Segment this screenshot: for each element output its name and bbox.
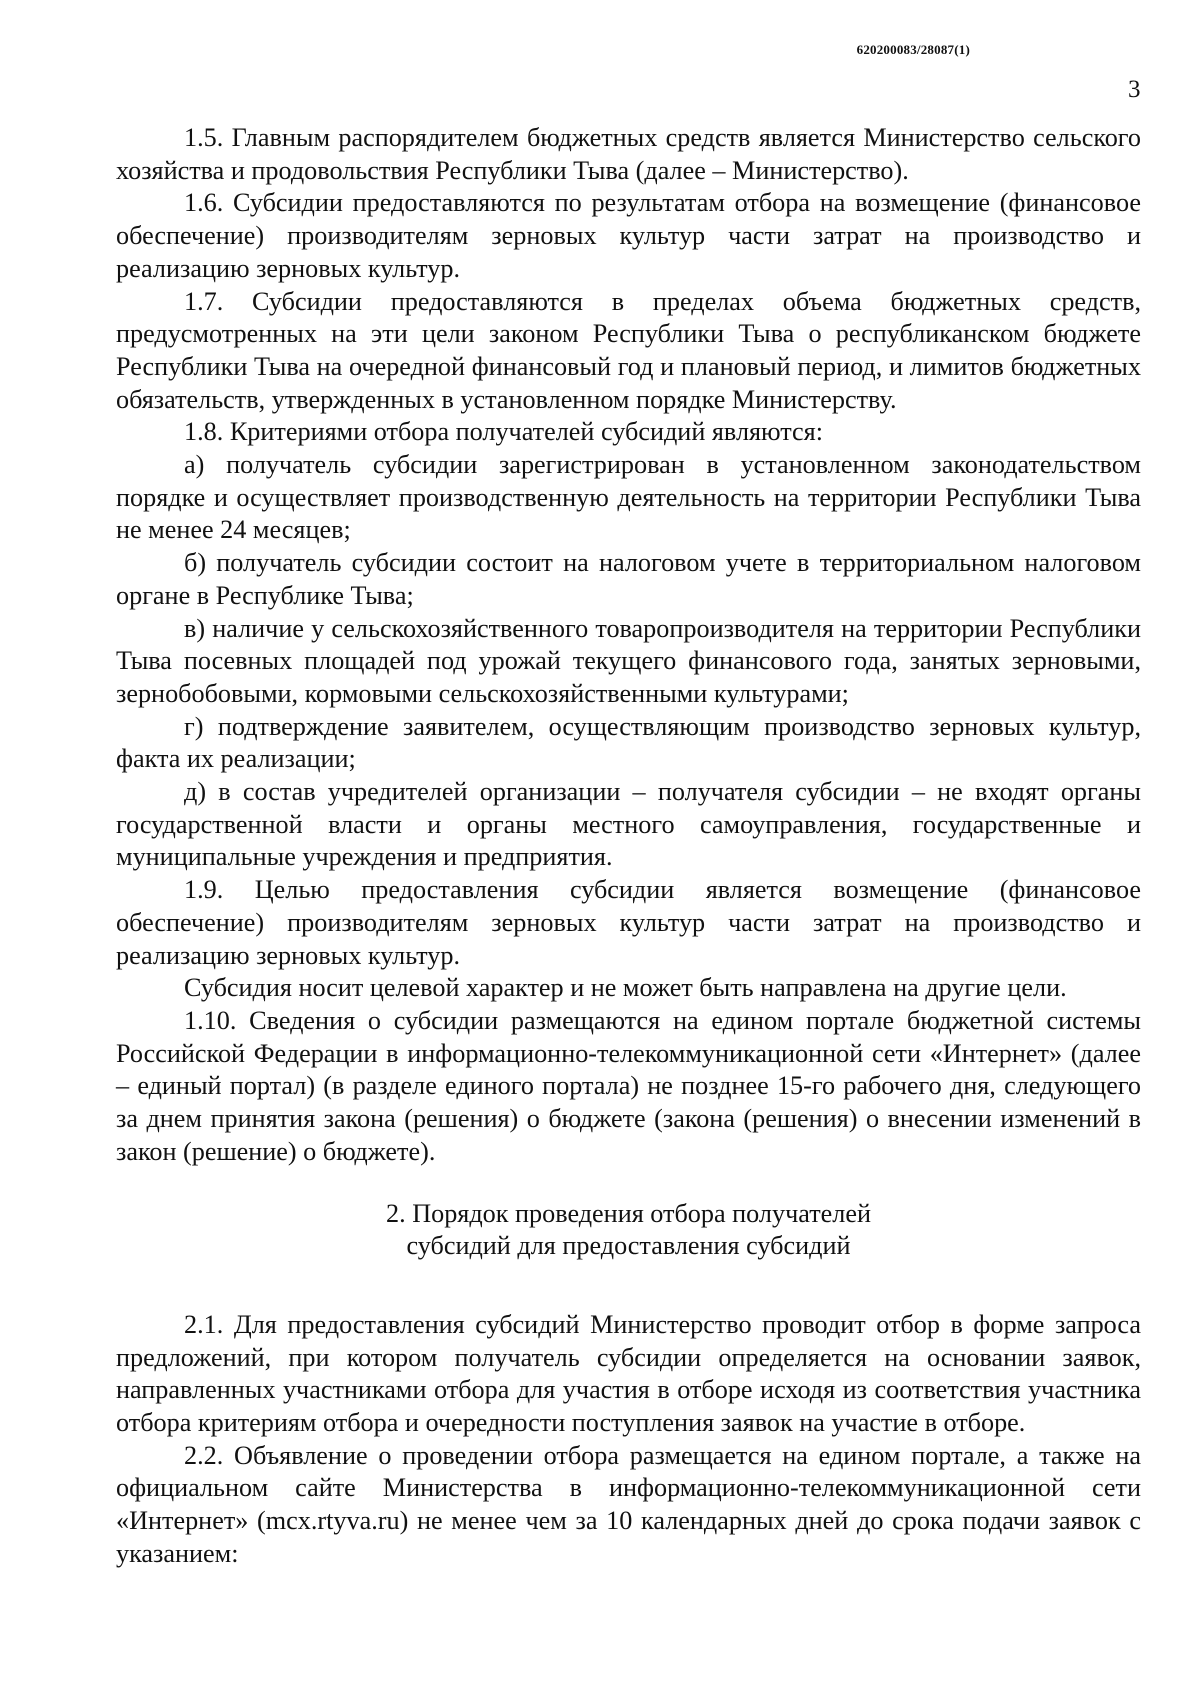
section-title-line-2: субсидий для предоставления субсидий — [406, 1231, 851, 1261]
paragraph-1-10: 1.10. Сведения о субсидии размещаются на едином портале бюджетной системы Российской Федерации в информационно-телекоммуникационной сети «Интернет» (далее – единый портал) (в разделе единого портала) не позднее 15-го рабочего дня, следующего за днем принятия закона (решения) о бюджете (закона (решения) о внесении изменений в закон (решение) о бюджете). — [116, 1005, 1141, 1166]
criterion-e: д) в состав учредителей организации – получателя субсидии – не входят органы государственной власти и органы местного самоуправления, государственные и муниципальные учреждения и предприятия. — [116, 777, 1141, 872]
section-heading — [116, 1198, 1141, 1263]
section-title-line-1: 2. Порядок проведения отбора получателей — [386, 1198, 871, 1228]
paragraph-1-7: 1.7. Субсидии предоставляются в пределах объема бюджетных средств, предусмотренных на эти цели законом Республики Тыва о республиканском бюджете Республики Тыва на очередной финансовый год и плановый период, и лимитов бюджетных обязательств, утвержденных в установленном порядке Министерству. — [116, 286, 1141, 414]
document-body — [116, 122, 1141, 1571]
paragraph-subsidy-purpose: Субсидия носит целевой характер и не может быть направлена на другие цели. — [184, 973, 1067, 1003]
document-number: 620200083/28087(1) — [856, 42, 970, 57]
paragraph-1-6: 1.6. Субсидии предоставляются по результатам отбора на возмещение (финансовое обеспечение) производителям зерновых культур части затрат на производство и реализацию зерновых культур. — [116, 188, 1141, 283]
criterion-c: в) наличие у сельскохозяйственного товаропроизводителя на территории Республики Тыва посевных площадей под урожай текущего финансового года, занятых зерновыми, зернобобовыми, кормовыми сельскохозяйственными культурами; — [116, 613, 1141, 708]
criterion-d: г) подтверждение заявителем, осуществляющим производство зерновых культур, факта их реализации; — [116, 711, 1141, 774]
page-number: 3 — [1128, 76, 1141, 103]
criterion-a: а) получатель субсидии зарегистрирован в установленном законодательством порядке и осуществляет производственную деятельность на территории Республики Тыва не менее 24 месяцев; — [116, 450, 1141, 545]
paragraph-1-9: 1.9. Целью предоставления субсидии является возмещение (финансовое обеспечение) производителям зерновых культур части затрат на производство и реализацию зерновых культур. — [116, 875, 1141, 970]
paragraph-1-8: 1.8. Критериями отбора получателей субсидий являются: — [184, 417, 823, 447]
paragraph-2-1: 2.1. Для предоставления субсидий Министерство проводит отбор в форме запроса предложений, при котором получатель субсидии определяется на основании заявок, направленных участниками отбора для участия в отборе исходя из соответствия участника отбора критериям отбора и очередности поступления заявок на участие в отборе. — [116, 1309, 1141, 1438]
paragraph-2-2: 2.2. Объявление о проведении отбора размещается на едином портале, а также на официальном сайте Министерства в информационно-телекоммуникационной сети «Интернет» (mcx.rtyva.ru) не менее чем за 10 календарных дней до срока подачи заявок с указанием: — [116, 1440, 1141, 1568]
paragraph-1-5: 1.5. Главным распорядителем бюджетных средств является Министерство сельского хозяйства и продовольствия Республики Тыва (далее – Министерство). — [116, 123, 1141, 185]
criterion-b: б) получатель субсидии состоит на налоговом учете в территориальном налоговом органе в Республике Тыва; — [116, 548, 1141, 610]
